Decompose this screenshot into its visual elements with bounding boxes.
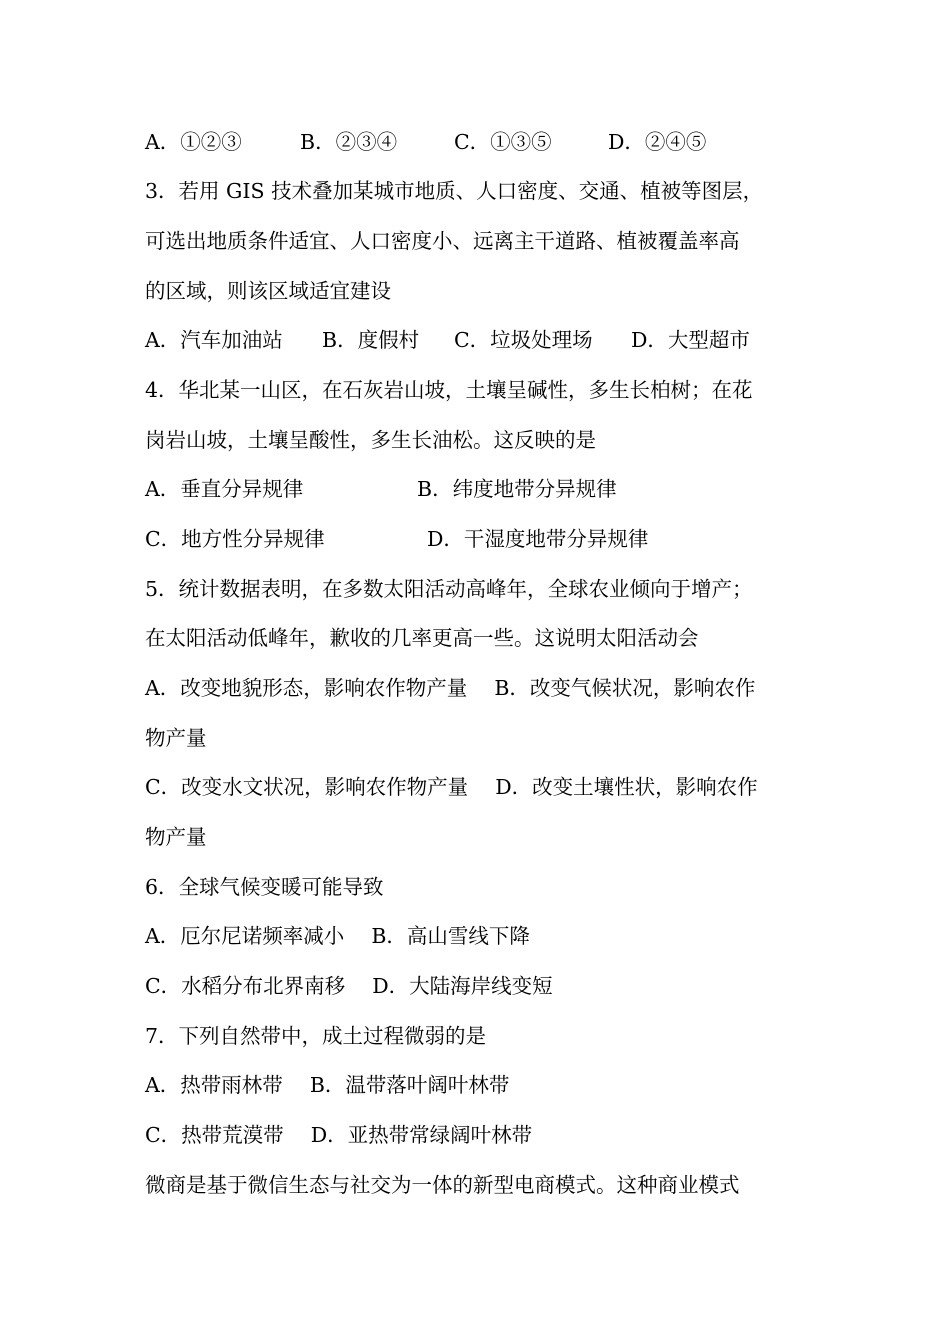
q2-option-c: C．①③⑤ (454, 130, 552, 154)
q4-option-d: D．干湿度地带分异规律 (427, 527, 649, 551)
q2-option-b: B．②③④ (300, 130, 398, 154)
q3-option-c: C．垃圾处理场 (454, 328, 593, 352)
q5-stem-line-1: 5．统计数据表明，在多数太阳活动高峰年，全球农业倾向于增产； (145, 577, 753, 601)
q7-option-line-1: A．热带雨林带 B．温带落叶阔叶林带 (145, 1073, 510, 1097)
q2-option-a: A．①②③ (145, 130, 242, 154)
q2-option-d: D．②④⑤ (608, 130, 707, 154)
q5-option-line-1: A．改变地貌形态，影响农作物产量 B．改变气候状况，影响农作 (145, 676, 756, 700)
q4-stem-line-2: 岗岩山坡，土壤呈酸性，多生长油松。这反映的是 (145, 428, 596, 452)
q7-stem: 7．下列自然带中，成土过程微弱的是 (145, 1024, 487, 1048)
q3-stem-line-3: 的区域，则该区域适宜建设 (145, 279, 391, 303)
passage-line: 微商是基于微信生态与社交为一体的新型电商模式。这种商业模式 (145, 1173, 740, 1197)
q5-option-line-3: C．改变水文状况，影响农作物产量 D．改变土壤性状，影响农作 (145, 775, 758, 799)
q4-option-b: B．纬度地带分异规律 (417, 477, 617, 501)
q5-option-line-4: 物产量 (145, 825, 207, 849)
q4-stem-line-1: 4．华北某一山区，在石灰岩山坡，土壤呈碱性，多生长柏树；在花 (145, 378, 753, 402)
q3-option-a: A．汽车加油站 (145, 328, 283, 352)
q3-option-b: B．度假村 (322, 328, 420, 352)
q5-stem-line-2: 在太阳活动低峰年，歉收的几率更高一些。这说明太阳活动会 (145, 626, 699, 650)
q3-stem-line-1: 3．若用 GIS 技术叠加某城市地质、人口密度、交通、植被等图层， (145, 179, 764, 203)
q3-option-d: D．大型超市 (631, 328, 750, 352)
q4-option-c: C．地方性分异规律 (145, 527, 325, 551)
q5-option-line-2: 物产量 (145, 726, 207, 750)
q4-option-a: A．垂直分异规律 (145, 477, 304, 501)
q6-option-line-1: A．厄尔尼诺频率减小 B．高山雪线下降 (145, 924, 530, 948)
q3-stem-line-2: 可选出地质条件适宜、人口密度小、远离主干道路、植被覆盖率高 (145, 229, 740, 253)
q6-option-line-2: C．水稻分布北界南移 D．大陆海岸线变短 (145, 974, 553, 998)
q7-option-line-2: C．热带荒漠带 D．亚热带常绿阔叶林带 (145, 1123, 533, 1147)
q6-stem: 6．全球气候变暖可能导致 (145, 875, 384, 899)
